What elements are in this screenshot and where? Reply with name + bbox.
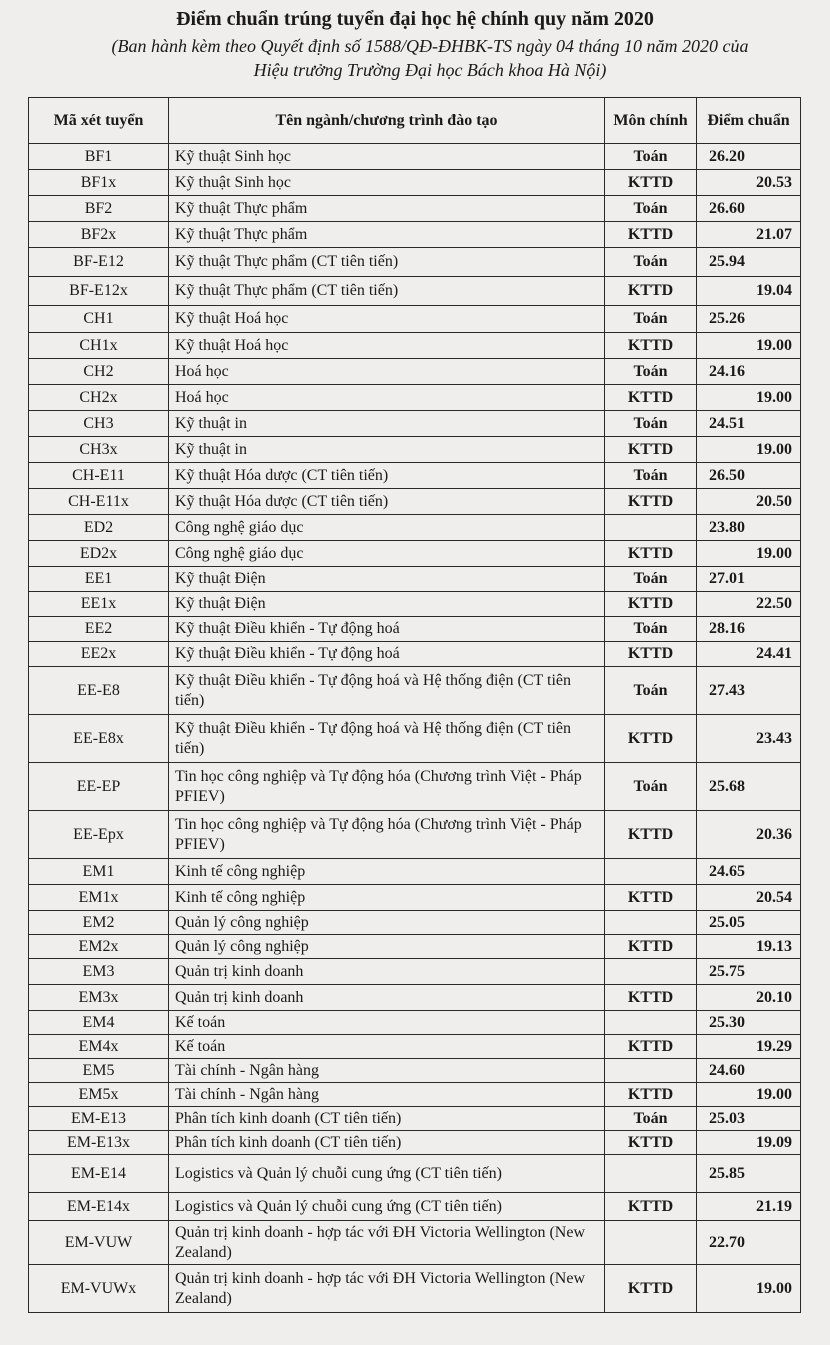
cell-program: Kỹ thuật Thực phẩm (CT tiên tiến) [169,248,605,277]
cell-code: EM4x [29,1035,169,1059]
cell-code: EM-VUWx [29,1265,169,1313]
cell-code: CH3x [29,437,169,463]
table-row [29,196,801,222]
cell-program: Kỹ thuật Điện [169,592,605,617]
cell-code: EM-E14 [29,1155,169,1193]
table-row [29,1011,801,1035]
cell-code: EM-E13 [29,1107,169,1131]
cell-subject: KTTD [605,222,697,248]
cell-score: 25.85 [697,1155,801,1193]
cell-score: 24.16 [697,359,801,385]
cell-program: Kế toán [169,1035,605,1059]
cell-subject: KTTD [605,592,697,617]
cell-code: EE-E8x [29,715,169,763]
cell-program: Logistics và Quản lý chuỗi cung ứng (CT tiên tiến) [169,1193,605,1221]
cell-code: CH-E11x [29,489,169,515]
cell-subject: KTTD [605,437,697,463]
cell-program: Phân tích kinh doanh (CT tiên tiến) [169,1107,605,1131]
cell-code: EM-VUW [29,1221,169,1265]
cell-code: BF1 [29,144,169,170]
cell-program: Kỹ thuật Điều khiển - Tự động hoá và Hệ thống điện (CT tiên tiến) [169,715,605,763]
table-row [29,642,801,667]
cell-code: EM5 [29,1059,169,1083]
table-row [29,985,801,1011]
cell-score: 20.50 [697,489,801,515]
cell-subject [605,859,697,885]
cell-code: EE-Epx [29,811,169,859]
table-row [29,1035,801,1059]
cell-program: Kỹ thuật in [169,411,605,437]
table-body [29,144,801,1313]
cell-code: EM-E13x [29,1131,169,1155]
header-subject: Môn chính [605,98,697,144]
cell-subject: KTTD [605,1193,697,1221]
cell-subject [605,1155,697,1193]
cell-program: Kỹ thuật Thực phẩm [169,222,605,248]
cell-program: Kỹ thuật Hoá học [169,333,605,359]
cell-subject [605,959,697,985]
table-row [29,617,801,642]
cell-program: Quản trị kinh doanh - hợp tác với ĐH Victoria Wellington (New Zealand) [169,1221,605,1265]
cell-subject: Toán [605,763,697,811]
cell-score: 24.60 [697,1059,801,1083]
cell-subject: KTTD [605,277,697,306]
cell-program: Kỹ thuật Hoá học [169,306,605,333]
table-row [29,1265,801,1313]
cell-program: Quản lý công nghiệp [169,935,605,959]
cell-code: CH-E11 [29,463,169,489]
cell-score: 22.50 [697,592,801,617]
table-row [29,935,801,959]
table-row [29,489,801,515]
cell-subject: KTTD [605,541,697,567]
table-row [29,567,801,592]
table-row [29,959,801,985]
cell-code: ED2x [29,541,169,567]
cell-subject: Toán [605,1107,697,1131]
cell-code: BF2x [29,222,169,248]
table-row [29,592,801,617]
table-row [29,306,801,333]
cell-score: 25.30 [697,1011,801,1035]
table-row [29,333,801,359]
cell-program: Công nghệ giáo dục [169,515,605,541]
table-header-row [29,98,801,144]
cell-score: 25.05 [697,911,801,935]
cell-subject: Toán [605,248,697,277]
cell-code: ED2 [29,515,169,541]
cell-code: EE-E8 [29,667,169,715]
table-row [29,144,801,170]
cell-code: CH1x [29,333,169,359]
table-row [29,715,801,763]
cell-subject: KTTD [605,935,697,959]
cell-score: 23.80 [697,515,801,541]
cell-score: 19.00 [697,541,801,567]
cell-code: EE2 [29,617,169,642]
cell-code: BF2 [29,196,169,222]
cell-program: Quản trị kinh doanh - hợp tác với ĐH Victoria Wellington (New Zealand) [169,1265,605,1313]
cell-code: EM1 [29,859,169,885]
cell-subject: Toán [605,463,697,489]
cell-program: Quản trị kinh doanh [169,985,605,1011]
cell-subject: Toán [605,617,697,642]
subtitle-line-1: (Ban hành kèm theo Quyết định số 1588/QĐ-ĐHBK-TS ngày 04 tháng 10 năm 2020 của [111,36,749,56]
cell-score: 27.01 [697,567,801,592]
cell-code: EM3 [29,959,169,985]
cell-subject [605,515,697,541]
cell-code: EE2x [29,642,169,667]
cell-score: 24.65 [697,859,801,885]
cell-score: 25.94 [697,248,801,277]
table-row [29,170,801,196]
cell-subject: Toán [605,567,697,592]
cell-subject [605,1011,697,1035]
cell-score: 26.20 [697,144,801,170]
table-row [29,1083,801,1107]
cell-subject [605,1059,697,1083]
table-row [29,463,801,489]
cell-program: Kỹ thuật Thực phẩm [169,196,605,222]
cell-code: CH2x [29,385,169,411]
cell-subject: KTTD [605,333,697,359]
cell-score: 24.41 [697,642,801,667]
cell-code: CH2 [29,359,169,385]
cell-program: Kinh tế công nghiệp [169,859,605,885]
cell-score: 25.26 [697,306,801,333]
cell-program: Kế toán [169,1011,605,1035]
table-row [29,763,801,811]
cell-score: 19.00 [697,333,801,359]
cell-program: Hoá học [169,385,605,411]
cell-score: 20.10 [697,985,801,1011]
cell-subject: KTTD [605,385,697,411]
cell-program: Tin học công nghiệp và Tự động hóa (Chương trình Việt - Pháp PFIEV) [169,811,605,859]
cell-code: EM3x [29,985,169,1011]
table-row [29,1059,801,1083]
table-row [29,222,801,248]
page-subtitle [60,34,800,82]
table-row [29,911,801,935]
cell-code: EE-EP [29,763,169,811]
cell-code: EM5x [29,1083,169,1107]
cell-subject: KTTD [605,170,697,196]
cell-program: Kỹ thuật Hóa dược (CT tiên tiến) [169,463,605,489]
cell-program: Quản lý công nghiệp [169,911,605,935]
table-row [29,859,801,885]
cell-score: 22.70 [697,1221,801,1265]
cell-score: 20.54 [697,885,801,911]
cell-program: Kỹ thuật Điện [169,567,605,592]
cell-subject: KTTD [605,1265,697,1313]
table-row [29,248,801,277]
cell-score: 20.53 [697,170,801,196]
table-row [29,1131,801,1155]
cell-subject: Toán [605,667,697,715]
page-title: Điểm chuẩn trúng tuyển đại học hệ chính quy năm 2020 [176,8,654,30]
cell-score: 27.43 [697,667,801,715]
cell-code: BF-E12x [29,277,169,306]
cell-score: 26.60 [697,196,801,222]
cell-subject: KTTD [605,1131,697,1155]
cell-code: EM4 [29,1011,169,1035]
cell-score: 20.36 [697,811,801,859]
cell-program: Kỹ thuật Sinh học [169,144,605,170]
cell-program: Phân tích kinh doanh (CT tiên tiến) [169,1131,605,1155]
cell-subject: Toán [605,196,697,222]
cell-code: CH3 [29,411,169,437]
cell-subject: KTTD [605,985,697,1011]
cell-subject: KTTD [605,885,697,911]
cell-score: 19.09 [697,1131,801,1155]
cell-subject: Toán [605,144,697,170]
cell-program: Kỹ thuật in [169,437,605,463]
cell-subject: KTTD [605,1083,697,1107]
table-row [29,541,801,567]
cell-score: 21.07 [697,222,801,248]
cell-subject: Toán [605,359,697,385]
table-row [29,667,801,715]
cell-program: Kỹ thuật Điều khiển - Tự động hoá [169,617,605,642]
header-program: Tên ngành/chương trình đào tạo [169,98,605,144]
cell-score: 19.00 [697,385,801,411]
cell-score: 25.68 [697,763,801,811]
table-row [29,411,801,437]
cell-subject: KTTD [605,811,697,859]
cell-program: Kinh tế công nghiệp [169,885,605,911]
cell-code: EM2 [29,911,169,935]
cell-code: BF1x [29,170,169,196]
cell-program: Quản trị kinh doanh [169,959,605,985]
cell-program: Tài chính - Ngân hàng [169,1059,605,1083]
admission-scores-table [28,97,801,1313]
cell-subject [605,911,697,935]
cell-score: 26.50 [697,463,801,489]
cell-score: 19.29 [697,1035,801,1059]
cell-subject: KTTD [605,489,697,515]
table-row [29,385,801,411]
cell-code: EM2x [29,935,169,959]
cell-score: 23.43 [697,715,801,763]
cell-score: 21.19 [697,1193,801,1221]
cell-program: Kỹ thuật Điều khiển - Tự động hoá và Hệ thống điện (CT tiên tiến) [169,667,605,715]
table-row [29,885,801,911]
cell-program: Tài chính - Ngân hàng [169,1083,605,1107]
table-row [29,811,801,859]
table-row [29,1221,801,1265]
table-row [29,437,801,463]
cell-program: Logistics và Quản lý chuỗi cung ứng (CT tiên tiến) [169,1155,605,1193]
cell-code: EE1 [29,567,169,592]
header-score: Điểm chuẩn [697,98,801,144]
cell-score: 25.75 [697,959,801,985]
table-row [29,515,801,541]
cell-score: 24.51 [697,411,801,437]
table-row [29,1107,801,1131]
table-row [29,1193,801,1221]
cell-score: 19.13 [697,935,801,959]
cell-code: EM1x [29,885,169,911]
cell-program: Kỹ thuật Thực phẩm (CT tiên tiến) [169,277,605,306]
cell-subject: KTTD [605,642,697,667]
cell-score: 28.16 [697,617,801,642]
cell-program: Kỹ thuật Hóa dược (CT tiên tiến) [169,489,605,515]
cell-score: 19.00 [697,1083,801,1107]
cell-program: Hoá học [169,359,605,385]
cell-program: Công nghệ giáo dục [169,541,605,567]
cell-code: EE1x [29,592,169,617]
table-row [29,1155,801,1193]
cell-subject: KTTD [605,715,697,763]
cell-subject: Toán [605,411,697,437]
cell-subject: KTTD [605,1035,697,1059]
cell-program: Tin học công nghiệp và Tự động hóa (Chương trình Việt - Pháp PFIEV) [169,763,605,811]
table-row [29,277,801,306]
cell-subject [605,1221,697,1265]
cell-code: EM-E14x [29,1193,169,1221]
cell-code: CH1 [29,306,169,333]
cell-subject: Toán [605,306,697,333]
cell-score: 19.04 [697,277,801,306]
cell-program: Kỹ thuật Sinh học [169,170,605,196]
subtitle-line-2: Hiệu trưởng Trường Đại học Bách khoa Hà Nội) [253,60,607,80]
cell-program: Kỹ thuật Điều khiển - Tự động hoá [169,642,605,667]
cell-code: BF-E12 [29,248,169,277]
cell-score: 25.03 [697,1107,801,1131]
table-row [29,359,801,385]
cell-score: 19.00 [697,437,801,463]
header-code: Mã xét tuyển [29,98,169,144]
cell-score: 19.00 [697,1265,801,1313]
